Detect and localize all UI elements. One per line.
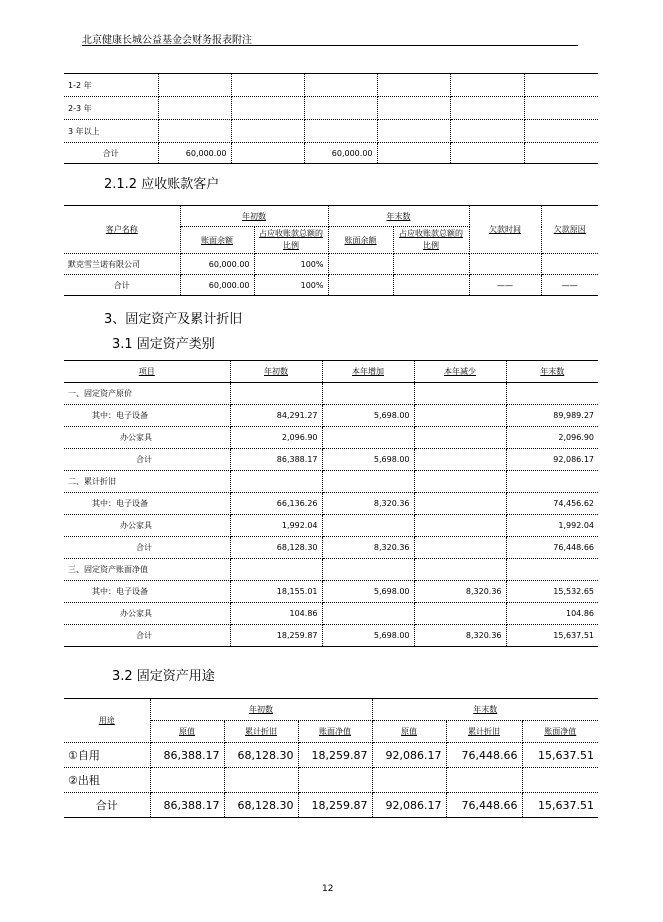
- table-cell: [322, 603, 414, 625]
- table-row: [64, 74, 598, 97]
- table-cell: 60,000.00: [304, 143, 377, 164]
- table-cell: [446, 768, 522, 793]
- table-cell: [414, 427, 506, 449]
- table-row: [64, 275, 598, 296]
- column-subheader: 原值: [372, 721, 446, 743]
- header-owe-reason: 欠款原因: [541, 206, 598, 254]
- column-subheader: 累计折旧: [446, 721, 522, 743]
- row-label: 其中：电子设备: [64, 581, 230, 603]
- table-cell: 60,000.00: [180, 275, 254, 296]
- row-label: 办公家具: [64, 603, 230, 625]
- row-label: 二、累计折旧: [64, 471, 230, 493]
- table-cell: [541, 254, 598, 275]
- row-label: 其中：电子设备: [64, 405, 230, 427]
- header-end-book-amount: 账面余额: [328, 227, 393, 254]
- table-cell: [322, 471, 414, 493]
- table-cell: [450, 143, 524, 164]
- table-cell: [230, 559, 322, 581]
- header-divider: [82, 45, 578, 46]
- table-cell: 8,320.36: [322, 537, 414, 559]
- table-cell: [377, 97, 450, 120]
- table-cell: 84,291.27: [230, 405, 322, 427]
- page-number: 12: [322, 884, 334, 894]
- header-end: 年末数: [328, 206, 469, 227]
- table-cell: [414, 493, 506, 515]
- table-cell: 74,456.62: [506, 493, 598, 515]
- receivable-customer-table: [64, 205, 598, 296]
- table-cell: 1,992.04: [506, 515, 598, 537]
- header-customer: 客户名称: [64, 206, 180, 254]
- table-cell: [158, 97, 231, 120]
- table-cell: [393, 254, 469, 275]
- table-cell: [158, 120, 231, 143]
- header-begin-book-amount: 账面余额: [180, 227, 254, 254]
- table-cell: [231, 143, 304, 164]
- table-cell: 15,637.51: [522, 743, 598, 768]
- table-cell: 18,259.87: [298, 793, 372, 818]
- table-row: [64, 97, 598, 120]
- header-begin: 年初数: [180, 206, 328, 227]
- table-cell: [328, 275, 393, 296]
- header-usage: 用途: [64, 699, 150, 743]
- table-header-row: [64, 361, 598, 383]
- fixed-asset-usage-table: [64, 698, 598, 818]
- table-cell: 76,448.66: [446, 743, 522, 768]
- table-row: [64, 768, 598, 793]
- table-cell: [158, 74, 231, 97]
- table-row: [64, 405, 598, 427]
- table-row: [64, 143, 598, 164]
- table-cell: 89,989.27: [506, 405, 598, 427]
- table-cell: 100%: [254, 254, 328, 275]
- table-cell: [393, 275, 469, 296]
- table-cell: 92,086.17: [506, 449, 598, 471]
- table-cell: [322, 515, 414, 537]
- table-cell: 18,155.01: [230, 581, 322, 603]
- header-owe-time: 欠款时间: [469, 206, 541, 254]
- table-row: [64, 537, 598, 559]
- section-2-1-2-title: 2.1.2 应收账款客户: [104, 177, 220, 192]
- table-cell: 8,320.36: [414, 581, 506, 603]
- table-cell: [414, 537, 506, 559]
- table-cell: 104.86: [230, 603, 322, 625]
- column-header: 年末数: [506, 361, 598, 383]
- table-cell: [377, 120, 450, 143]
- header-begin-ratio: 占应收账款总额的比例: [254, 227, 328, 254]
- table-cell: [231, 120, 304, 143]
- table-cell: [231, 97, 304, 120]
- table-cell: 8,320.36: [322, 493, 414, 515]
- row-label: 三、固定资产账面净值: [64, 559, 230, 581]
- table-row: [64, 493, 598, 515]
- table-cell: [328, 254, 393, 275]
- table-cell: 2,096.90: [506, 427, 598, 449]
- table-cell: [450, 120, 524, 143]
- table-cell: [322, 383, 414, 405]
- table-cell: 104.86: [506, 603, 598, 625]
- report-header-title: 北京健康长城公益基金会财务报表附注: [82, 35, 252, 46]
- row-label: 合计: [64, 537, 230, 559]
- column-subheader: 账面净值: [298, 721, 372, 743]
- table-cell: [224, 768, 298, 793]
- aging-table: [64, 73, 598, 164]
- table-cell: [469, 254, 541, 275]
- table-cell: 68,128.30: [224, 743, 298, 768]
- header-end-ratio: 占应收账款总额的比例: [393, 227, 469, 254]
- column-header: 本年增加: [322, 361, 414, 383]
- table-cell: [304, 120, 377, 143]
- table-cell: ——: [469, 275, 541, 296]
- table-row: [64, 603, 598, 625]
- table-row: [64, 254, 598, 275]
- section-3-1-title: 3.1 固定资产类别: [112, 337, 215, 352]
- table-row: [64, 625, 598, 647]
- table-cell: 15,637.51: [522, 793, 598, 818]
- row-label: 合计: [64, 625, 230, 647]
- table-row: [64, 471, 598, 493]
- column-subheader: 累计折旧: [224, 721, 298, 743]
- table-cell: 1,992.04: [230, 515, 322, 537]
- table-cell: [414, 471, 506, 493]
- table-row: [64, 449, 598, 471]
- table-row: [64, 581, 598, 603]
- section-3-2-title: 3.2 固定资产用途: [112, 669, 215, 684]
- table-cell: 92,086.17: [372, 743, 446, 768]
- row-label: 合计: [64, 793, 150, 818]
- table-cell: [414, 405, 506, 427]
- column-header: 本年减少: [414, 361, 506, 383]
- row-label: 办公家具: [64, 427, 230, 449]
- table-row: [64, 743, 598, 768]
- table-cell: [524, 97, 598, 120]
- table-cell: [231, 74, 304, 97]
- customer-name: 默克雪兰诺有限公司: [64, 254, 180, 275]
- row-label: 办公家具: [64, 515, 230, 537]
- column-header: 年初数: [230, 361, 322, 383]
- table-cell: ——: [541, 275, 598, 296]
- table-row: [64, 515, 598, 537]
- table-cell: 2,096.90: [230, 427, 322, 449]
- table-cell: [522, 768, 598, 793]
- table-cell: 18,259.87: [230, 625, 322, 647]
- table-cell: [506, 559, 598, 581]
- table-cell: 86,388.17: [230, 449, 322, 471]
- table-cell: [372, 768, 446, 793]
- column-subheader: 原值: [150, 721, 224, 743]
- table-cell: [450, 74, 524, 97]
- row-label: 3 年以上: [64, 120, 158, 143]
- table-cell: [506, 471, 598, 493]
- table-cell: [377, 143, 450, 164]
- table-cell: 5,698.00: [322, 581, 414, 603]
- table-cell: [322, 427, 414, 449]
- table-cell: 76,448.66: [506, 537, 598, 559]
- table-cell: [506, 383, 598, 405]
- row-label: 合计: [64, 449, 230, 471]
- table-cell: [298, 768, 372, 793]
- column-header: 项目: [64, 361, 230, 383]
- table-cell: 60,000.00: [158, 143, 231, 164]
- table-row: [64, 559, 598, 581]
- table-row: [64, 383, 598, 405]
- table-cell: [450, 97, 524, 120]
- table-cell: 100%: [254, 275, 328, 296]
- table-cell: 86,388.17: [150, 793, 224, 818]
- row-label: 其中：电子设备: [64, 493, 230, 515]
- table-cell: [414, 449, 506, 471]
- section-3-title: 3、固定资产及累计折旧: [104, 312, 243, 327]
- table-cell: [150, 768, 224, 793]
- table-cell: [377, 74, 450, 97]
- header-end: 年末数: [372, 699, 598, 721]
- column-subheader: 账面净值: [522, 721, 598, 743]
- table-cell: [524, 74, 598, 97]
- table-row: [64, 793, 598, 818]
- row-label: ②出租: [64, 768, 150, 793]
- row-label: 2-3 年: [64, 97, 158, 120]
- table-cell: [414, 559, 506, 581]
- table-row: [64, 120, 598, 143]
- table-cell: 18,259.87: [298, 743, 372, 768]
- table-cell: 8,320.36: [414, 625, 506, 647]
- table-cell: 68,128.30: [230, 537, 322, 559]
- table-cell: [414, 603, 506, 625]
- customer-name: 合计: [64, 275, 180, 296]
- table-cell: [230, 471, 322, 493]
- row-label: 合计: [64, 143, 158, 164]
- table-cell: 92,086.17: [372, 793, 446, 818]
- table-cell: 15,637.51: [506, 625, 598, 647]
- table-cell: 76,448.66: [446, 793, 522, 818]
- table-cell: 60,000.00: [180, 254, 254, 275]
- table-row: [64, 427, 598, 449]
- table-cell: [524, 143, 598, 164]
- row-label: 1-2 年: [64, 74, 158, 97]
- table-cell: 66,136.26: [230, 493, 322, 515]
- table-cell: [322, 559, 414, 581]
- table-cell: 5,698.00: [322, 449, 414, 471]
- table-cell: [230, 383, 322, 405]
- table-cell: 5,698.00: [322, 625, 414, 647]
- row-label: ①自用: [64, 743, 150, 768]
- table-cell: [414, 383, 506, 405]
- table-cell: [524, 120, 598, 143]
- table-cell: [304, 97, 377, 120]
- table-cell: [304, 74, 377, 97]
- table-cell: 86,388.17: [150, 743, 224, 768]
- header-begin: 年初数: [150, 699, 372, 721]
- table-cell: 68,128.30: [224, 793, 298, 818]
- table-cell: [414, 515, 506, 537]
- table-cell: 5,698.00: [322, 405, 414, 427]
- fixed-asset-category-table: [64, 360, 598, 647]
- row-label: 一、固定资产原价: [64, 383, 230, 405]
- table-cell: 15,532.65: [506, 581, 598, 603]
